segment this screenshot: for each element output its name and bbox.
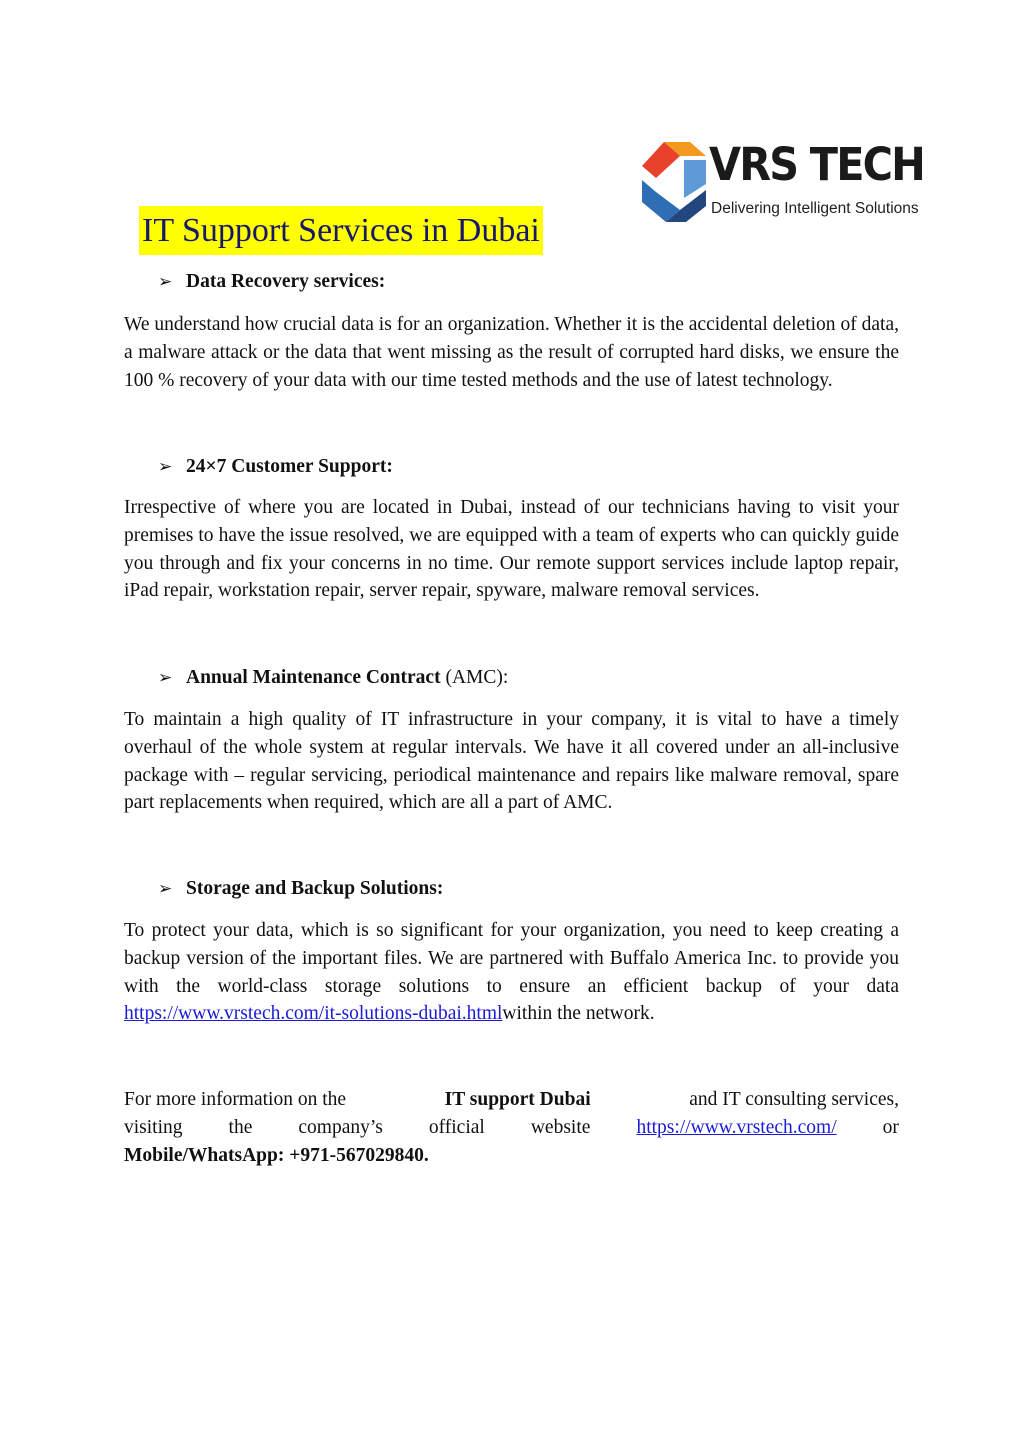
closing-line-1 <box>124 1086 899 1114</box>
closing-line-2 <box>124 1114 899 1142</box>
contact-phone: Mobile/WhatsApp: +971-567029840. <box>124 1144 429 1166</box>
storage-body-text-end: within the network. <box>502 1003 655 1025</box>
logo-tagline: Delivering Intelligent Solutions <box>711 200 919 217</box>
closing-word: the <box>228 1116 253 1138</box>
storage-body-text: To protect your data, which is so significant for your organization, you need to keep creating a backup version of the important files. We are partnered with Buffalo America Inc. to provide you with the world-class storage solutions to ensure an efficient backup of your data <box>124 920 899 997</box>
vrstech-website-link[interactable]: https://www.vrstech.com/ <box>636 1116 837 1138</box>
vrs-tech-logo <box>640 138 924 226</box>
closing-line-3 <box>124 1142 899 1170</box>
closing-word: or <box>882 1116 899 1138</box>
closing-text: and IT consulting services, <box>689 1089 899 1110</box>
closing-text: For more information on the <box>124 1089 347 1110</box>
logo-light-blue-block <box>684 160 706 198</box>
closing-word: visiting <box>124 1116 183 1138</box>
page-title: IT Support Services in Dubai <box>139 206 543 255</box>
arrow-bullet-icon: ➢ <box>158 272 173 291</box>
section-body-data-recovery: We understand how crucial data is for an organization. Whether it is the accidental deletion of data, a malware attack or the data that went missing as the result of corrupted hard disks, we ensure the 100 % recovery of your data with our time tested methods and the use of latest technology. <box>124 314 899 391</box>
arrow-bullet-icon: ➢ <box>158 668 173 687</box>
closing-paragraph <box>124 1086 899 1169</box>
section-heading-storage-backup <box>158 877 443 901</box>
it-solutions-dubai-link[interactable]: https://www.vrstech.com/it-solutions-dubai.html <box>124 1003 503 1025</box>
section-heading-data-recovery <box>158 270 385 294</box>
section-heading-text: Annual Maintenance Contract <box>186 667 441 688</box>
logo-name: VRS TECH <box>709 138 924 191</box>
section-body-storage-backup <box>124 917 899 1028</box>
closing-word: company’s <box>298 1116 383 1138</box>
section-body-customer-support: Irrespective of where you are located in Dubai, instead of our technicians having to visit your premises to have the issue resolved, we are equipped with a team of experts who can quickly guide you through and fix your concerns in no time. Our remote support services include laptop repair, iPad repair, workstation repair, server repair, spyware, malware removal services. <box>124 497 899 602</box>
closing-word: official <box>428 1116 485 1138</box>
vrs-tech-logo-mark-icon <box>640 140 706 224</box>
arrow-bullet-icon: ➢ <box>158 457 173 476</box>
closing-word: website <box>530 1116 591 1138</box>
section-heading-amc <box>158 666 508 690</box>
arrow-bullet-icon: ➢ <box>158 879 173 898</box>
closing-keyword: IT support Dubai <box>444 1089 591 1110</box>
section-body-amc: To maintain a high quality of IT infrastructure in your company, it is vital to have a timely overhaul of the whole system at regular intervals. We have it all covered under an all-inclusive package with – regular servicing, periodical maintenance and repairs like malware removal, spare part replacements when required, which are all a part of AMC. <box>124 709 899 814</box>
section-heading-suffix: (AMC): <box>440 667 509 688</box>
section-heading-text: Data Recovery services: <box>186 271 386 292</box>
section-heading-text: 24×7 Customer Support: <box>186 456 393 477</box>
section-heading-text: Storage and Backup Solutions: <box>186 878 444 899</box>
section-heading-customer-support <box>158 455 393 479</box>
